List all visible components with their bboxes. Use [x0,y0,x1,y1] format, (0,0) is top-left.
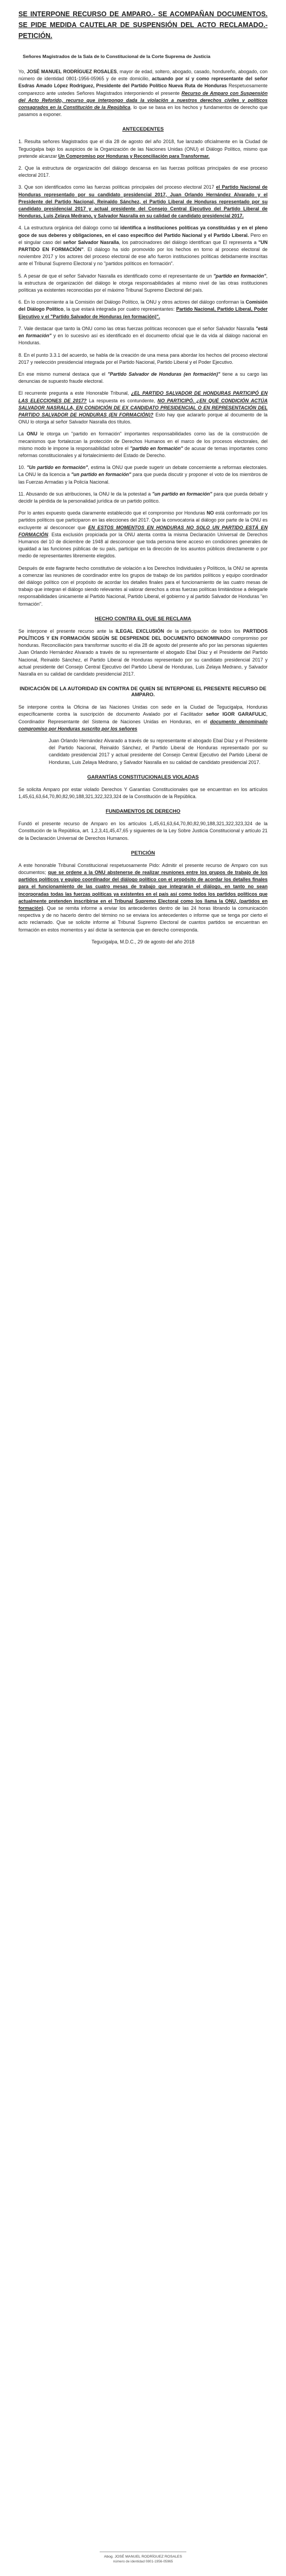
antecedente-4: 4. La estructura orgánica del diálogo como tal identifica a instituciones políticas ya constituidas y en el pleno goce de sus deberes y obligaciones, en el caso específico del Partido Nacional y el Partido Liberal. Pero en el singular caso del señor Salvador Nasralla, los patrocinadores del diálogo identifican que El representa a "UN PARTIDO EN FORMACIÓN". El diálogo ha sido promovido por los hechos en torno al proceso electoral de noviembre 2017 y los actores del proceso electoral de ese año fueron instituciones políticas debidamente inscritas ante el Tribunal Supremo Electoral y no "partidos políticos en formación". [18,225,268,267]
closing-date: Tegucigalpa, M.D.C., 29 de agosto del año 2018 [92,939,194,945]
paragraph-onu: La ONU le otorga un "partido en formación" importantes responsabilidades como las de la construcción de mecanismos que fortalezcan la protección de Derechos Humanos en el marco de los procesos electorales, del mismo modo le impone la responsabilidad sobre el "partido en formación" de acusar de temas importantes como reformas constitucionales y al fortalecimiento del Estado de Derecho. [18,431,268,458]
addressee: Señores Magistrados de la Sala de lo Constitucional de la Corte Suprema de Justicia [23,54,211,59]
signature-id: número de identidad 0801-1956-05965 [113,2560,173,2564]
paragraph-expuesto: Por lo antes expuesto queda claramente establecido que el compromiso por Honduras NO está conformado por los partidos políticos que participaron en las elecciones del 2017. Que la convocatoria al diálogo por parte de la ONU es excluyente al desconocer que EN ESTOS MOMENTOS EN HONDURAS NO SOLO UN PARTIDO ESTÁ EN FORMACIÓN. Esta exclusión propiciada por la ONU atenta contra la misma Declaración Universal de Derechos Humanos del 10 de diciembre de 1948 al desconocer que toda persona tiene acceso en condiciones generales de igualdad a las funciones públicas de su país, participar en la dirección de los asuntos públicos directamente o por medio de representantes libremente elegidos. [18,510,268,559]
garantias-heading: GARANTÍAS CONSTITUCIONALES VIOLADAS [87,773,199,780]
paragraph-question: El recurrente pregunta a este Honorable Tribunal, ¿EL PARTIDO SALVADOR DE HONDURAS PARTICIPÓ EN LAS ELECCIONES DE 2017? La respuesta es contundente, NO PARTICIPÓ. ¿EN QUÉ CONDICIÓN ACTÚA SALVADOR NASRALLA, EN CONDICIÓN DE EX CANDIDATO PRESIDENCIAL O EN REPRESENTACIÓN DEL PARTIDO SALVADOR DE HONDURAS (EN FORMACIÓN)? Esto hay que aclararlo porque al documento de la ONU lo otorga al señor Salvador Nasralla dos títulos. [18,390,268,425]
antecedente-8: 8. En el punto 3.3.1 del acuerdo, se habla de la creación de una mesa para abordar los hechos del proceso electoral 2017 y reelección presidencial integrada por el Partido Nacional, Partido Liberal y el Poder Ejecutivo. [18,352,268,365]
antecedente-7: 7. Vale destacar que tanto la ONU como las otras fuerzas políticas reconocen que el señor Salvador Nasralla "está en formación" y en lo sucesivo así es identificado en el documento oficial que le da vida al diálogo nacional en Honduras. [18,325,268,346]
antecedente-6: 6. En lo concerniente a la Comisión del Diálogo Político, la ONU y otros actores del diálogo conforman la Comisión del Diálogo Político, la que estará integrada por cuatro representantes: Partido Nacional, Partido Liberal, Poder Ejecutivo y el "Partido Salvador de Honduras (en formación)". [18,299,268,319]
antecedente-1: 1. Resulta señores Magistrados que el día 28 de agosto del año 2018, fue lanzado oficialmente en la Ciudad de Tegucigalpa bajo los auspicios de la Organización de las Naciones Unidas (ONU) el Diálogo Político, mismo que pretende alcanzar Un Compromiso por Honduras y Reconciliación para Transformar. [18,139,268,159]
hecho-paragraph: Se interpone el presente recurso ante la ILEGAL EXCLUSIÓN de la participación de todos los PARTIDOS POLÍTICOS Y EN FORMACIÓN SEGÚN SE DESPRENDE DEL DOCUMENTO DENOMINADO compromiso por honduras. Reconciliación para transformar suscrito el día 28 de agosto del presente año por las personas siguientes Juan Orlando Hernández Alvarado a través de su representante el abogado Ebal Díaz y el Presidente del Partido Nacional, Reinaldo Sánchez, el Partido Liberal de Honduras representado por su candidato presidencial 2017 y actual presidente del Consejo Central Ejecutivo del Partido Liberal de Honduras, Luis Zelaya Medrano, y Salvador Nasralla en su calidad de candidato presidencial 2017. [18,628,268,677]
antecedente-3: 3. Que son identificados como las fuerzas políticas principales del proceso electoral 2017 el Partido Nacional de Honduras representado por su candidato presidencial 2017, Juan Orlando Hernández Alvarado y el Presidente del Partido Nacional, Reinaldo Sánchez, el Partido Liberal de Honduras representado por su candidato presidencial 2017 y actual presidente del Consejo Central Ejecutivo del Partido Liberal de Honduras, Luis Zelaya Medrano, y Salvador Nasralla en su calidad de candidato presidencial 2017. [18,184,268,219]
indicacion-signatories: Juan Orlando Hernández Alvarado a través de su representante el abogado Ebal Díaz y el Presidente del Partido Nacional, Reinaldo Sánchez, el Partido Liberal de Honduras representado por su candidato presidencial 2017 y actual presidente del Consejo Central Ejecutivo del Partido Liberal de Honduras, Luis Zelaya Medrano, y Salvador Nasralla en su calidad de candidato presidencial 2017. [49,738,268,765]
fundamentos-paragraph: Fundó el presente recurso de Amparo en los artículos 1,45,61,63,64,70,80,82,90,188,321,322,323,324 de la Constitución de la República, art. 1,2,3,41,45,47,65 y siguientes de la Ley Sobre Justicia Constitucional y artículo 21 de la Declaración Universal de Derechos Humanos. [18,821,268,841]
signature-block [0,2552,286,2564]
garantias-paragraph: Se solicita Amparo por estar violado Derechos Y Garantías Constitucionales que se encuentran en los artículos 1,45,61,63,64,70,80,82,90,188,321,322,323,324 de la Constitución de la República. [18,786,268,800]
antecedente-2: 2. Que la estructura de organización del diálogo descansa en las fuerzas políticas principales de ese proceso electoral 2017. [18,165,268,178]
signature-name: Abog. JOSÉ MANUEL RODRÍGUEZ ROSALES [103,2555,183,2559]
paragraph-numeral: En ese mismo numeral destaca que el "Partido Salvador de Honduras (en formación)" tiene a su cargo las denuncias de supuesto fraude electoral. [18,371,268,384]
peticion-heading: PETICIÓN [131,849,155,856]
hecho-heading: HECHO CONTRA EL QUE SE RECLAMA [94,615,192,621]
document-title: SE INTERPONE RECURSO DE AMPARO.- SE ACOMPAÑAN DOCUMENTOS. SE PIDE MEDIDA CAUTELAR DE SUSPENSIÓN DEL ACTO RECLAMADO.- PETICIÓN. [18,10,268,40]
indicacion-heading: INDICACIÓN DE LA AUTORIDAD EN CONTRA DE QUIEN SE INTERPONE EL PRESENTE RECURSO DE AMPARO. [20,685,266,698]
paragraph-10: 10. "Un partido en formación", estima la ONU que puede sugerir un debate concerniente a reformas electorales. La ONU le da licencia a "un partido en formación" para que pueda discutir y proponer el voto de los miembros de las Fuerzas Armadas y la Policía Nacional. [18,465,268,485]
fundamentos-heading: FUNDAMENTOS DE DERECHO [106,808,180,814]
antecedente-5: 5. A pesar de que el señor Salvador Nasralla es identificado como el representante de un "partido en formación", la estructura de organización del diálogo le otorga responsabilidades al mismo nivel de las otras instituciones políticas ya existentes reconocidas por el máximo Tribunal Supremo Electoral del país. [18,273,268,293]
paragraph-flagrante: Después de este flagrante hecho constitutivo de violación a los Derechos Individuales y Políticos, la ONU se apresta a comenzar las reuniones de coordinador entre los grupos de trabajo de los partidos políticos y equipo coordinador del diálogo político con el propósito de acordar los detalles finales para el funcionamiento de las cuatro mesas de trabajo que integran el diálogo siendo relevantes al valorar derechos a otras fuerzas políticas limitándose a delegarle responsabilidades únicamente al Partido Nacional, Partido Liberal, el gobierno y al partido Salvador de Honduras "en formación". [18,565,268,607]
paragraph-11: 11. Abusando de sus atribuciones, la ONU le da la potestad a "un partido en formación" para que pueda debatir y decidir la pérdida de la personalidad jurídica de un partido político. [18,491,268,504]
intro-paragraph: Yo, JOSÉ MANUEL RODRÍGUEZ ROSALES, mayor de edad, soltero, abogado, casado, hondureño, abogado, con número de identidad 0801-1956-05965 y de este domicilio, actuando por sí y como representante del señor Esdras Amado López Rodríguez, Presidente del Partido Político Nueva Ruta de Honduras Respetuosamente comparezco ante ustedes Señores Magistrados interponiendo el presente Recurso de Amparo con Suspensión del Acto Reforido, recurso que interpongo dada la violación a nuestros derechos civiles y políticos consagrados en la Constitución de la República, lo que se basa en los hechos y fundamentos de derecho que pasamos a exponer. [18,69,268,118]
indicacion-paragraph: Se interpone contra la Oficina de las Naciones Unidas con sede en la Ciudad de Tegucigalpa, Honduras específicamente contra la suscripción de documento Avalado por el Facilitador señor IGOR GARAFULIC, Coordinador Representante del Sistema de Naciones Unidas en Honduras, en el documento denominado compromiso por Honduras suscrito por los señores [18,704,268,731]
peticion-paragraph: A este honorable Tribunal Constitucional respetuosamente Pido: Admitir el presente recurso de Amparo con sus documentos; que se ordene a la ONU abstenerse de realizar reuniones entre los grupos de trabajo de los partidos políticos y equipo coordinador del diálogo político con el propósito de acordar los detalles finales para el funcionamiento de las cuatro mesas de trabajo que integrarán el diálogo, en tanto no sean incorporadas todas las fuerzas políticas ya existentes en el país así como todos los partidos políticos que actualmente pretenden inscribirse en el Tribunal Supremo Electoral como los llama la ONU, (partidos en formación). Que se remita informe a enviar los antecedentes dentro de las 24 horas librando la comunicación respectiva y de no hacerlo dentro del término no se enviara los antecedentes o informe que se tenga por cierto el acto reclamado. Que se solicite informe al Tribunal Supremo Electoral de cuantos partidos se encuentran en formación en estos momentos y así dictar la sentencia que en derecho corresponda. [18,862,268,933]
antecedentes-heading: ANTECEDENTES [122,126,164,132]
